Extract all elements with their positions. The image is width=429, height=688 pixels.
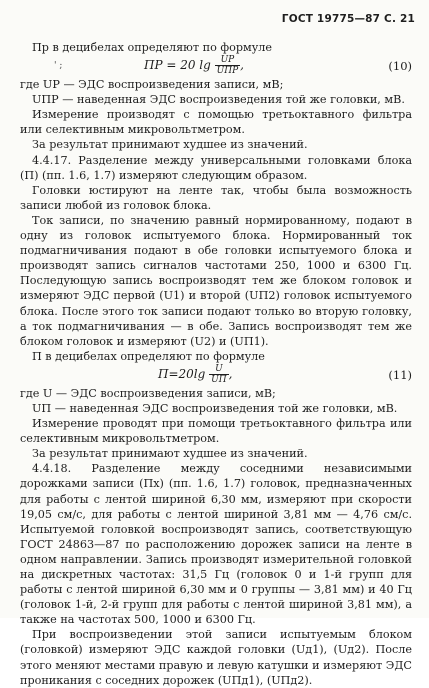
- formula-lhs: ПР = 20 lg: [144, 58, 211, 73]
- paragraph: Пр в децибелах определяют по формуле: [32, 41, 273, 54]
- paragraph: 4.4.18. Разделение между соседними независимыми дорожками записи (Пх) (пп. 1.6, 1.7) головок, предназначенных для работы с лентой шириной 6,30 мм, измеряют при скорости 19,05 см/с, для работы с лентой шириной 3,81 мм — 4,76 см/с. Испытуемой головкой воспроизводят запись, соответствующую ГОСТ 24863—87 по расположению дорожек записи на ленте в одном направлении. Запись производят измерительной головкой на дискретных частотах: 31,5 Гц (головок 0 и 1-й групп для работы с лентой шириной 6,30 мм и 0 группы — 3,81 мм) и 40 Гц (головок 1-й, 2-й групп для работы с лентой шириной 3,81 мм), а также на частотах 500, 1000 и 6300 Гц.: [20, 462, 412, 627]
- paragraph: При воспроизведении этой записи испытуемым блоком (головкой) измеряют ЭДС каждой головки (Uд1), (Uд2). После этого меняют местами правую и левую катушки и измеряют ЭДС проникания с соседних дорожек (UПд1), (UПд2).: [20, 628, 412, 687]
- fraction-denominator: UПР: [216, 66, 239, 77]
- equation-number: (10): [388, 59, 412, 74]
- fraction-numerator: U: [209, 364, 228, 375]
- paragraph: За результат принимают худшее из значений.: [32, 447, 308, 461]
- formula-10: ' ; ПР = 20 lg $\frac{UP}{\text{UПР}}$ , (10): [54, 55, 412, 77]
- paragraph: где UP — ЭДС воспроизведения записи, мВ;: [20, 78, 284, 92]
- fraction-denominator: UП: [211, 374, 227, 385]
- formula-fraction: [215, 55, 241, 76]
- margin-mark: ' ;: [54, 61, 63, 72]
- paragraph: где U — ЭДС воспроизведения записи, мВ;: [20, 386, 276, 400]
- page-header: ГОСТ 19775—87 С. 21: [281, 13, 415, 25]
- paragraph: Ток записи, по значению равный нормированному, подают в одну из головок испытуемого блока. Нормированный ток подмагничивания подают в обе головки испытуемого блока и производят запись сигналов частотами 250, 1000 и 6300 Гц. Последующую запись воспроизводят тем же блоком головок и измеряют ЭДС первой (U1) и второй (UП2) головок испытуемого блока. После этого ток записи подают только во вторую головку, а ток подмагничивания — в обе. Запись воспроизводят тем же блоком головок и измеряют (U2) и (UП1).: [20, 213, 412, 348]
- paragraph: UП — наведенная ЭДС воспроизведения той же головки, мВ.: [32, 401, 398, 415]
- paragraph: UПР — наведенная ЭДС воспроизведения той же головки, мВ.: [32, 93, 405, 107]
- paragraph: Измерение проводят при помощи третьоктавного фильтра или селективным микровольтметром.: [20, 417, 412, 446]
- formula-11: П=20lg $\frac{U}{UП}$ , (11): [158, 363, 412, 385]
- paragraph: П в децибелах определяют по формуле: [32, 349, 265, 363]
- paragraph: Измерение производят с помощью третьоктавного фильтра или селективным микровольтметром.: [20, 108, 412, 137]
- text-column: [20, 40, 412, 688]
- formula-lhs: П=20lg: [158, 366, 206, 381]
- paragraph: За результат принимают худшее из значений.: [32, 138, 308, 152]
- paragraph: 4.4.17. Разделение между универсальными головками блока (П) (пп. 1.6, 1.7) измеряют следующим образом.: [20, 153, 412, 182]
- paragraph: Головки юстируют на ленте так, чтобы была возможность записи любой из головок блока.: [20, 183, 412, 212]
- formula-fraction: [209, 364, 228, 385]
- fraction-numerator: UP: [215, 55, 241, 66]
- equation-number: (11): [388, 367, 412, 382]
